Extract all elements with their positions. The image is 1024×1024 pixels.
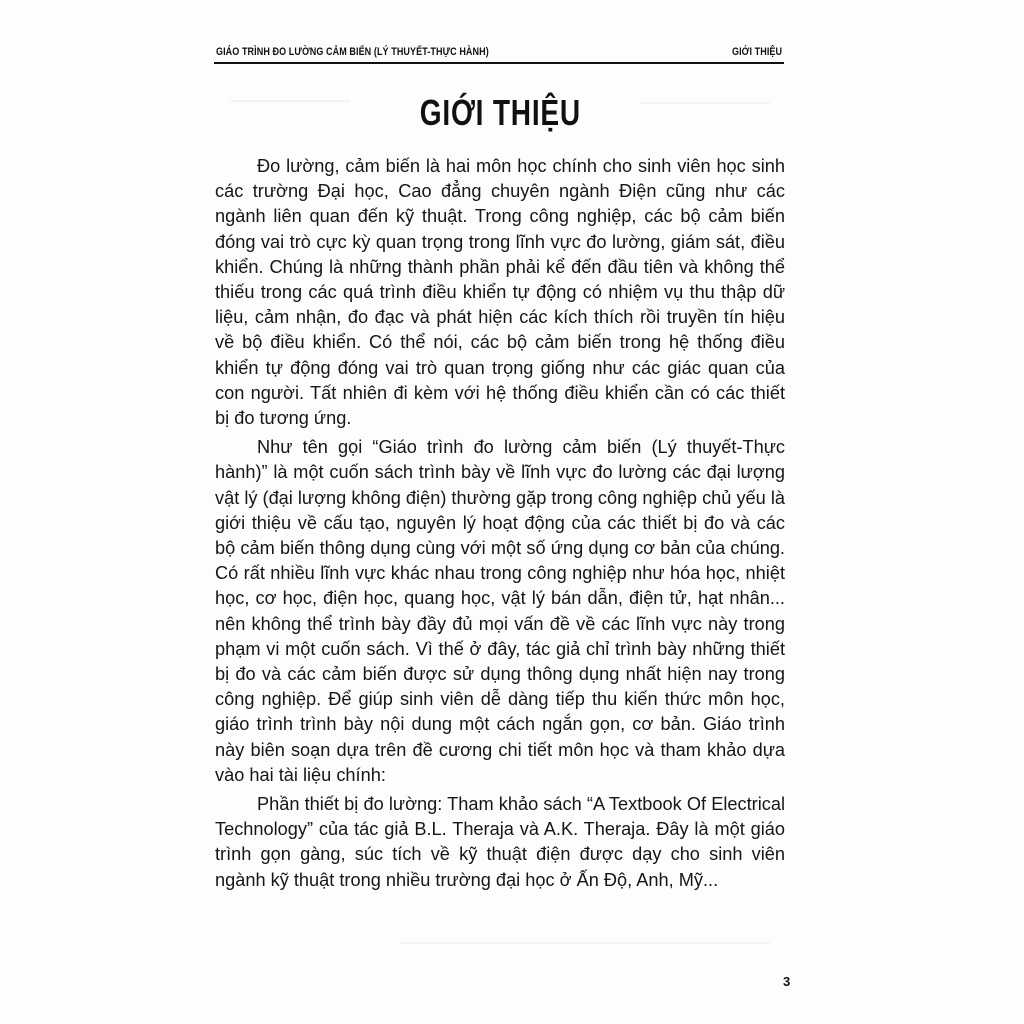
paragraph-references: Phần thiết bị đo lường: Tham khảo sách “A Textbook Of Electrical Technology” của tác giả B.L. Theraja và A.K. Theraja. Đây là một giáo trình gọn gàng, súc tích về kỹ thuật điện được dạy cho sinh viên ngành kỹ thuật trong nhiều trường đại học ở Ấn Độ, Anh, Mỹ... (215, 794, 785, 890)
running-header (216, 46, 782, 62)
page-title (300, 90, 700, 136)
running-header-section: GIỚI THIỆU (731, 46, 782, 58)
header-rule (214, 62, 784, 64)
running-header-book-title: GIÁO TRÌNH ĐO LƯỜNG CẢM BIẾN (LÝ THUYẾT-THỰC HÀNH) (216, 46, 489, 58)
paragraph-intro: Đo lường, cảm biến là hai môn học chính cho sinh viên học sinh các trường Đại học, Cao đẳng chuyên ngành Điện cũng như các ngành liên quan đến kỹ thuật. Trong công nghiệp, các bộ cảm biến đóng vai trò cực kỳ quan trọng trong lĩnh vực đo lường, giám sát, điều khiển. Chúng là những thành phần phải kể đến đầu tiên và không thể thiếu trong các quá trình điều khiển tự động có nhiệm vụ thu thập dữ liệu, cảm nhận, đo đạc và phát hiện các kích thích rồi truyền tín hiệu về bộ điều khiển. Có thể nói, các bộ cảm biến trong hệ thống điều khiển tự động đóng vai trò quan trọng giống như các giác quan của con người. Tất nhiên đi kèm với hệ thống điều khiển cần có các thiết bị đo tương ứng. (215, 156, 785, 429)
paragraph-book-scope: Như tên gọi “Giáo trình đo lường cảm biến (Lý thuyết-Thực hành)” là một cuốn sách trình bày về lĩnh vực đo lường các đại lượng vật lý (đại lượng không điện) thường gặp trong công nghiệp chủ yếu là giới thiệu về cấu tạo, nguyên lý hoạt động của các thiết bị đo và các bộ cảm biến thông dụng cùng với một số ứng dụng cơ bản của chúng. Có rất nhiều lĩnh vực khác nhau trong công nghiệp như hóa học, nhiệt học, cơ học, điện học, quang học, vật lý bán dẫn, điện tử, hạt nhân... nên không thể trình bày đầy đủ mọi vấn đề về các lĩnh vực này trong phạm vi một cuốn sách. Vì thế ở đây, tác giả chỉ trình bày những thiết bị đo và các cảm biến được sử dụng thông dụng nhất hiện nay trong công nghiệp. Để giúp sinh viên dễ dàng tiếp thu kiến thức môn học, giáo trình trình bày nội dung một cách ngắn gọn, cơ bản. Giáo trình này biên soạn dựa trên đề cương chi tiết môn học và tham khảo dựa vào hai tài liệu chính: (215, 437, 785, 785)
body-text (215, 154, 785, 897)
page-number: 3 (783, 974, 791, 989)
page-title-text: GIỚI THIỆU (419, 92, 581, 133)
bleed-through-mark (400, 942, 770, 944)
